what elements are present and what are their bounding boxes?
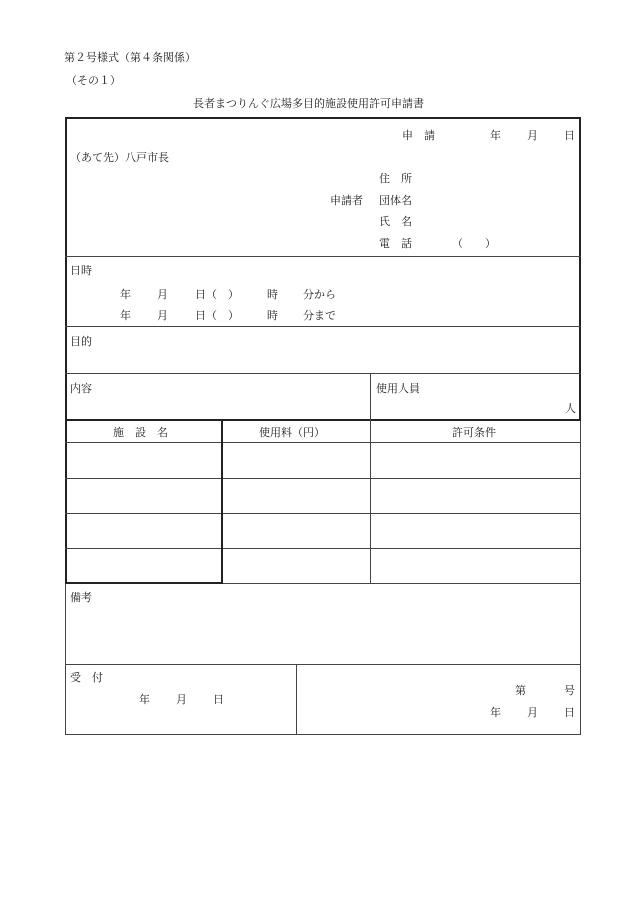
phone-area-code: （ ） — [452, 237, 496, 250]
end-day-weekday: 日（ ） — [195, 309, 239, 322]
reception-month: 月 — [176, 693, 187, 706]
permit-day: 日 — [564, 706, 575, 719]
facility-table-row[interactable] — [67, 479, 579, 513]
form-sub-number: （その１） — [66, 74, 121, 87]
reception-day: 日 — [213, 693, 224, 706]
apply-label: 申 請 — [402, 129, 435, 142]
apply-day-label: 日 — [564, 129, 575, 142]
apply-year-label: 年 — [490, 129, 501, 142]
permit-number-prefix: 第 — [515, 684, 526, 697]
permit-number-suffix: 号 — [564, 684, 575, 697]
reception-label: 受 付 — [70, 671, 103, 684]
group-name-label: 団体名 — [379, 194, 412, 207]
form-number: 第２号様式（第４条関係） — [64, 51, 196, 64]
permit-conditions-header: 許可条件 — [452, 426, 496, 439]
users-unit: 人 — [565, 402, 576, 415]
permit-month: 月 — [527, 706, 538, 719]
start-year: 年 — [120, 288, 131, 301]
start-month: 月 — [157, 288, 168, 301]
end-minute: 分まで — [303, 309, 336, 322]
apply-month-label: 月 — [527, 129, 538, 142]
phone-label: 電 話 — [379, 237, 412, 250]
form-title: 長者まつりんぐ広場多目的施設使用許可申請書 — [193, 97, 424, 110]
end-month: 月 — [157, 309, 168, 322]
end-hour: 時 — [267, 309, 278, 322]
facility-table-row[interactable] — [67, 514, 579, 548]
facility-table-row[interactable] — [67, 443, 579, 478]
permit-year: 年 — [490, 706, 501, 719]
purpose-label: 目的 — [70, 335, 92, 348]
name-label: 氏 名 — [379, 215, 412, 228]
datetime-label: 日時 — [70, 264, 92, 277]
end-year: 年 — [120, 309, 131, 322]
facility-name-header: 施 設 名 — [113, 426, 168, 439]
start-day-weekday: 日（ ） — [195, 288, 239, 301]
usage-fee-header: 使用料（円） — [259, 426, 325, 439]
address-label: 住 所 — [379, 172, 412, 185]
addressee: （あて先）八戸市長 — [70, 151, 169, 164]
content-label: 内容 — [70, 382, 92, 395]
start-hour: 時 — [267, 288, 278, 301]
facility-table-row[interactable] — [67, 549, 579, 582]
applicant-label: 申請者 — [330, 194, 363, 207]
start-minute: 分から — [303, 288, 336, 301]
remarks-label: 備考 — [70, 591, 92, 604]
reception-year: 年 — [139, 693, 150, 706]
users-label: 使用人員 — [376, 382, 420, 395]
